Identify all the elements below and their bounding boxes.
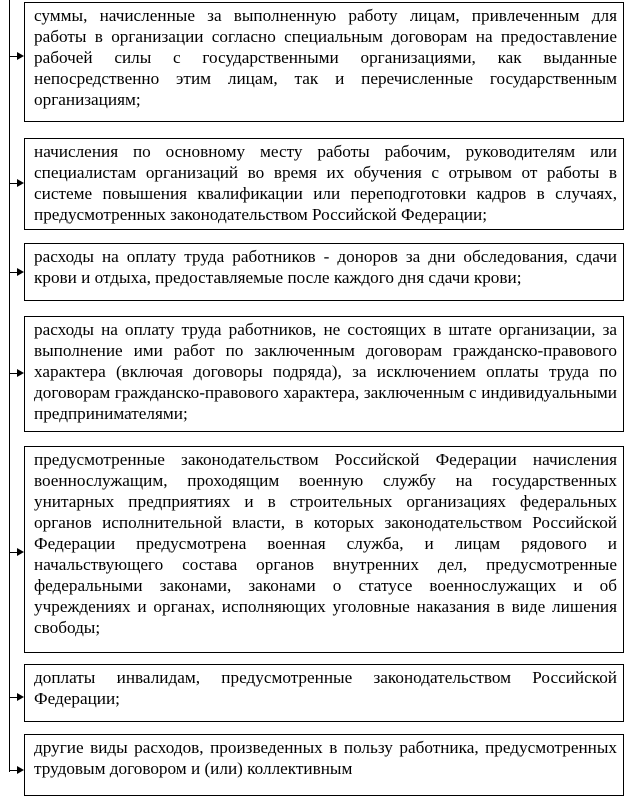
list-item-box bbox=[24, 446, 624, 653]
list-item-text: расходы на оплату труда работников, не состоящих в штате организации, за выполнение ими работ по заключенным договорам гражданско-правового характера (включая договоры подряда), за исключением оплаты труда по договорам гражданско-правового характера, заключенным с индивидуальными предпринимателями; bbox=[34, 320, 617, 423]
list-item-text: предусмотренные законодательством Российской Федерации начисления военнослужащим, проходящим военную службу на государственных унитарных предприятиях и в строительных организациях федеральных органов исполнительной власти, в которых законодательством Российской Федерации предусмотрена военная служба, и лицам рядового и начальствующего состава органов внутренних дел, предусмотренные федеральными законами, законами о статусе военнослужащих и об учреждениях и органах, исполняющих уголовные наказания в виде лишения свободы; bbox=[34, 450, 617, 637]
list-item-box bbox=[24, 316, 624, 432]
list-item-box bbox=[24, 2, 624, 122]
list-item-box bbox=[24, 243, 624, 301]
arrow-icon bbox=[9, 56, 22, 57]
connector-trunk-line bbox=[9, 0, 10, 772]
list-item-box bbox=[24, 734, 624, 796]
list-item-box bbox=[24, 138, 624, 230]
arrow-icon bbox=[9, 552, 22, 553]
arrow-icon bbox=[9, 697, 22, 698]
list-item-text: начисления по основному месту работы рабочим, руководителям или специалистам организаций во время их обучения с отрывом от работы в системе повышения квалификации или переподготовки кадров в случаях, предусмотренных законодательством Российской Федерации; bbox=[34, 142, 617, 224]
list-item-text: суммы, начисленные за выполненную работу лицам, привлеченным для работы в организации согласно специальным договорам на предоставление рабочей силы с государственными организациями, как выданные непосредственно этим лицам, так и перечисленные государственным организациям; bbox=[34, 6, 617, 109]
arrow-icon bbox=[9, 770, 22, 771]
list-item-text: расходы на оплату труда работников - доноров за дни обследования, сдачи крови и отдыха, предоставляемые после каждого дня сдачи крови; bbox=[34, 247, 617, 287]
arrow-icon bbox=[9, 373, 22, 374]
arrow-icon bbox=[9, 272, 22, 273]
arrow-icon bbox=[9, 183, 22, 184]
list-item-text: другие виды расходов, произведенных в пользу работника, предусмотренных трудовым договором и (или) коллективным bbox=[34, 738, 617, 778]
list-item-text: доплаты инвалидам, предусмотренные законодательством Российской Федерации; bbox=[34, 668, 617, 708]
list-item-box bbox=[24, 664, 624, 722]
